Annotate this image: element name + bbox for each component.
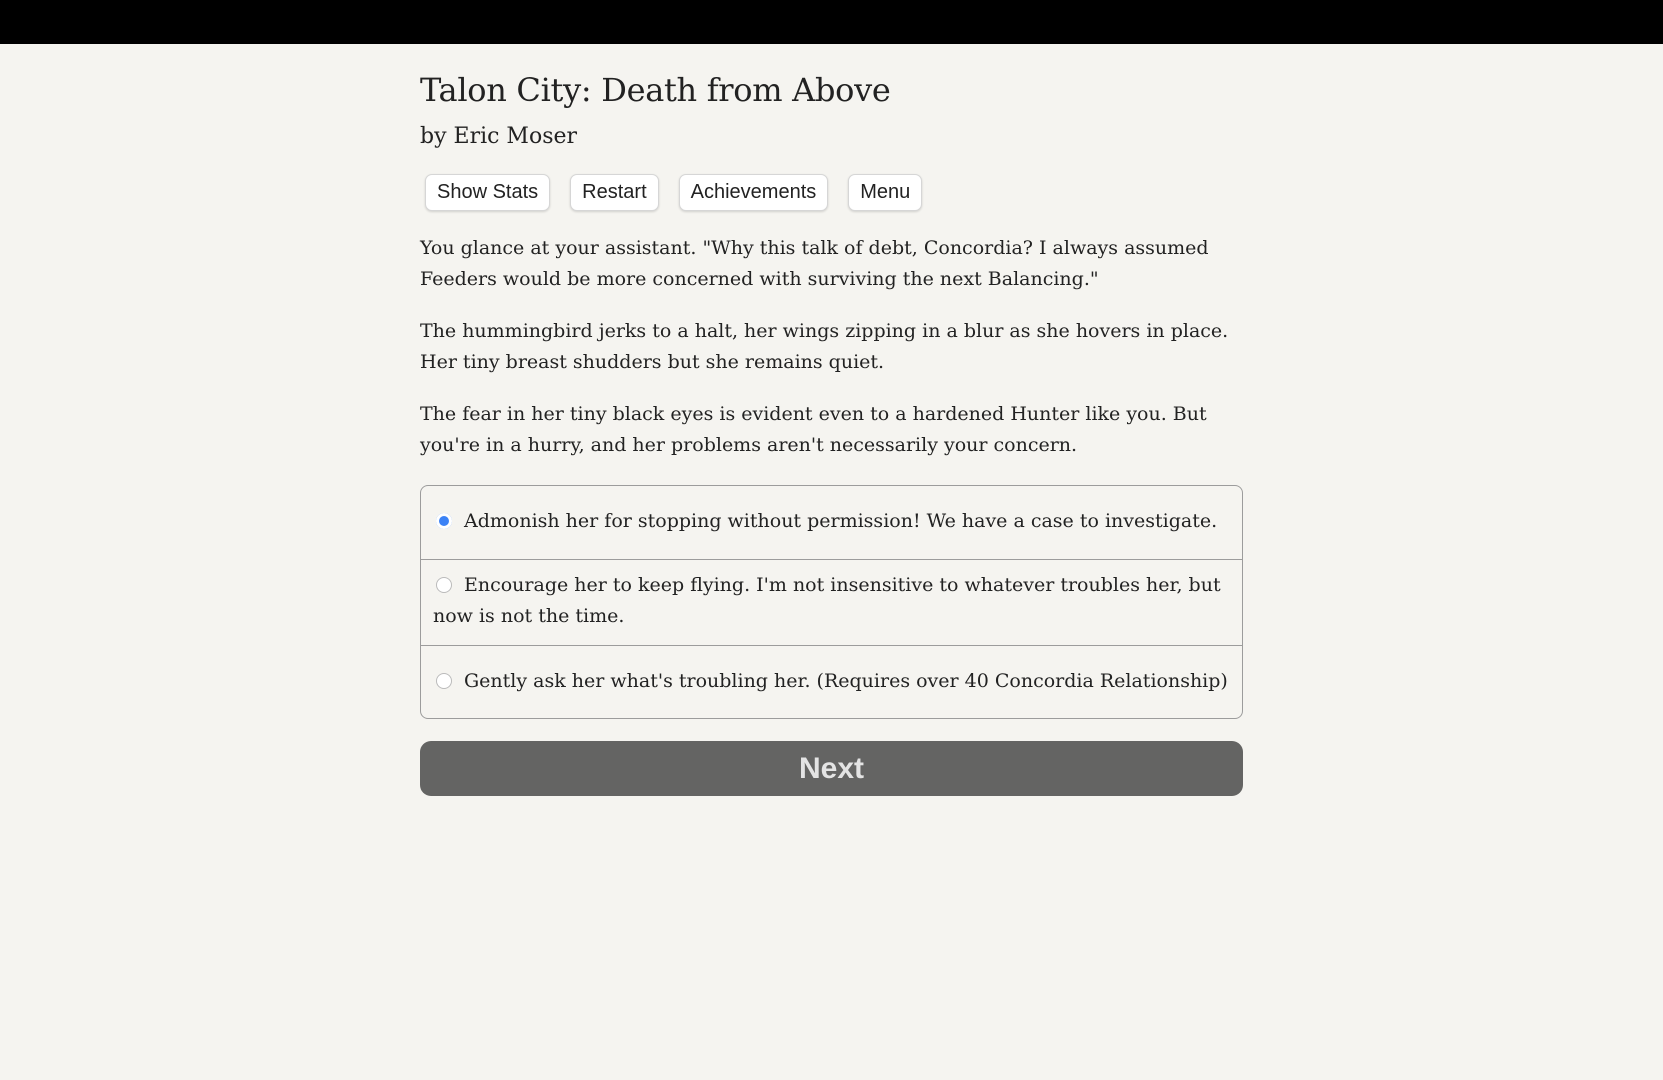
achievements-button[interactable]: Achievements (679, 174, 829, 211)
story-paragraph: You glance at your assistant. "Why this talk of debt, Concordia? I always assumed Feeders would be more concerned with surviving the next Balancing." (420, 237, 1209, 290)
restart-button[interactable]: Restart (570, 174, 658, 211)
choice-option[interactable] (421, 645, 1242, 718)
game-title: Talon City: Death from Above (420, 71, 891, 109)
menu-button[interactable]: Menu (848, 174, 922, 211)
choice-label: Encourage her to keep flying. I'm not insensitive to whatever troubles her, but now is not the time. (433, 574, 1221, 627)
story-paragraph: The fear in her tiny black eyes is evident even to a hardened Hunter like you. But you're in a hurry, and her problems aren't necessarily your concern. (420, 403, 1207, 456)
story-text (420, 233, 1243, 461)
toolbar (420, 174, 1243, 211)
game-author: by Eric Moser (420, 124, 578, 149)
next-button[interactable]: Next (420, 741, 1243, 796)
show-stats-button[interactable]: Show Stats (425, 174, 550, 211)
choice-label: Admonish her for stopping without permission! We have a case to investigate. (464, 510, 1218, 532)
top-bar (0, 0, 1663, 44)
radio-icon[interactable] (436, 673, 452, 689)
radio-selected-icon[interactable] (436, 513, 452, 529)
choice-list (420, 485, 1243, 719)
radio-icon[interactable] (436, 577, 452, 593)
choice-option[interactable] (421, 486, 1242, 559)
choice-label: Gently ask her what's troubling her. (Requires over 40 Concordia Relationship) (464, 670, 1228, 692)
choice-option[interactable] (421, 559, 1242, 645)
story-paragraph: The hummingbird jerks to a halt, her wings zipping in a blur as she hovers in place. Her tiny breast shudders but she remains quiet. (420, 320, 1229, 373)
game-content (420, 44, 1243, 796)
